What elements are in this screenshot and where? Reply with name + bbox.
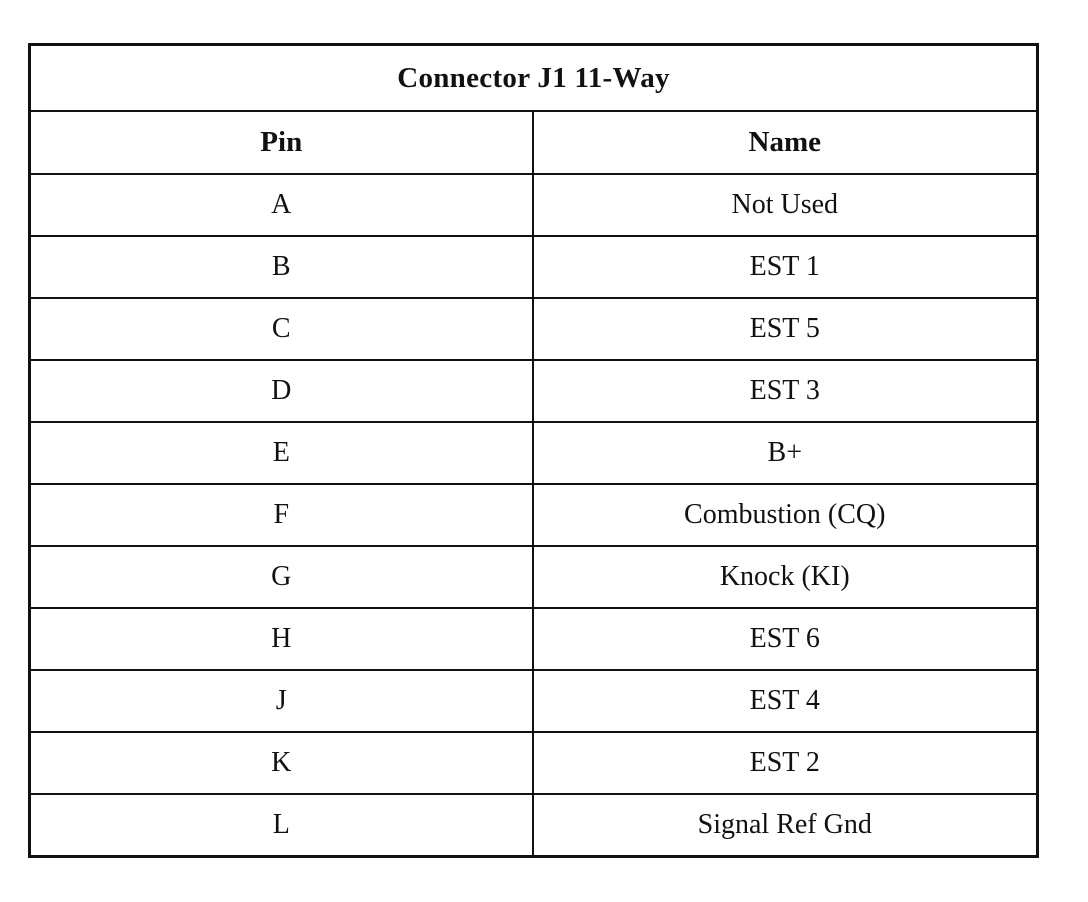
pin-cell: L [30, 794, 533, 857]
name-cell: Combustion (CQ) [533, 484, 1038, 546]
table-row [30, 670, 1038, 732]
table-row [30, 608, 1038, 670]
pin-cell: E [30, 422, 533, 484]
connector-pin-table [28, 43, 1039, 858]
name-cell: EST 2 [533, 732, 1038, 794]
table-row [30, 422, 1038, 484]
column-header-name: Name [533, 111, 1038, 174]
name-cell: Signal Ref Gnd [533, 794, 1038, 857]
table-row [30, 794, 1038, 857]
name-cell: EST 6 [533, 608, 1038, 670]
pin-cell: H [30, 608, 533, 670]
table-row [30, 236, 1038, 298]
pin-cell: C [30, 298, 533, 360]
pin-cell: A [30, 174, 533, 236]
pin-cell: F [30, 484, 533, 546]
table-header-row [30, 111, 1038, 174]
table-title-row [30, 45, 1038, 112]
name-cell: EST 1 [533, 236, 1038, 298]
name-cell: Knock (KI) [533, 546, 1038, 608]
column-header-pin: Pin [30, 111, 533, 174]
table-row [30, 298, 1038, 360]
pin-cell: D [30, 360, 533, 422]
name-cell: EST 5 [533, 298, 1038, 360]
pin-cell: K [30, 732, 533, 794]
table-row [30, 546, 1038, 608]
table-row [30, 484, 1038, 546]
name-cell: Not Used [533, 174, 1038, 236]
name-cell: B+ [533, 422, 1038, 484]
table-row [30, 732, 1038, 794]
table-row [30, 360, 1038, 422]
name-cell: EST 4 [533, 670, 1038, 732]
pin-cell: B [30, 236, 533, 298]
table-row [30, 174, 1038, 236]
pin-cell: J [30, 670, 533, 732]
pin-cell: G [30, 546, 533, 608]
name-cell: EST 3 [533, 360, 1038, 422]
table-title: Connector J1 11-Way [30, 45, 1038, 112]
